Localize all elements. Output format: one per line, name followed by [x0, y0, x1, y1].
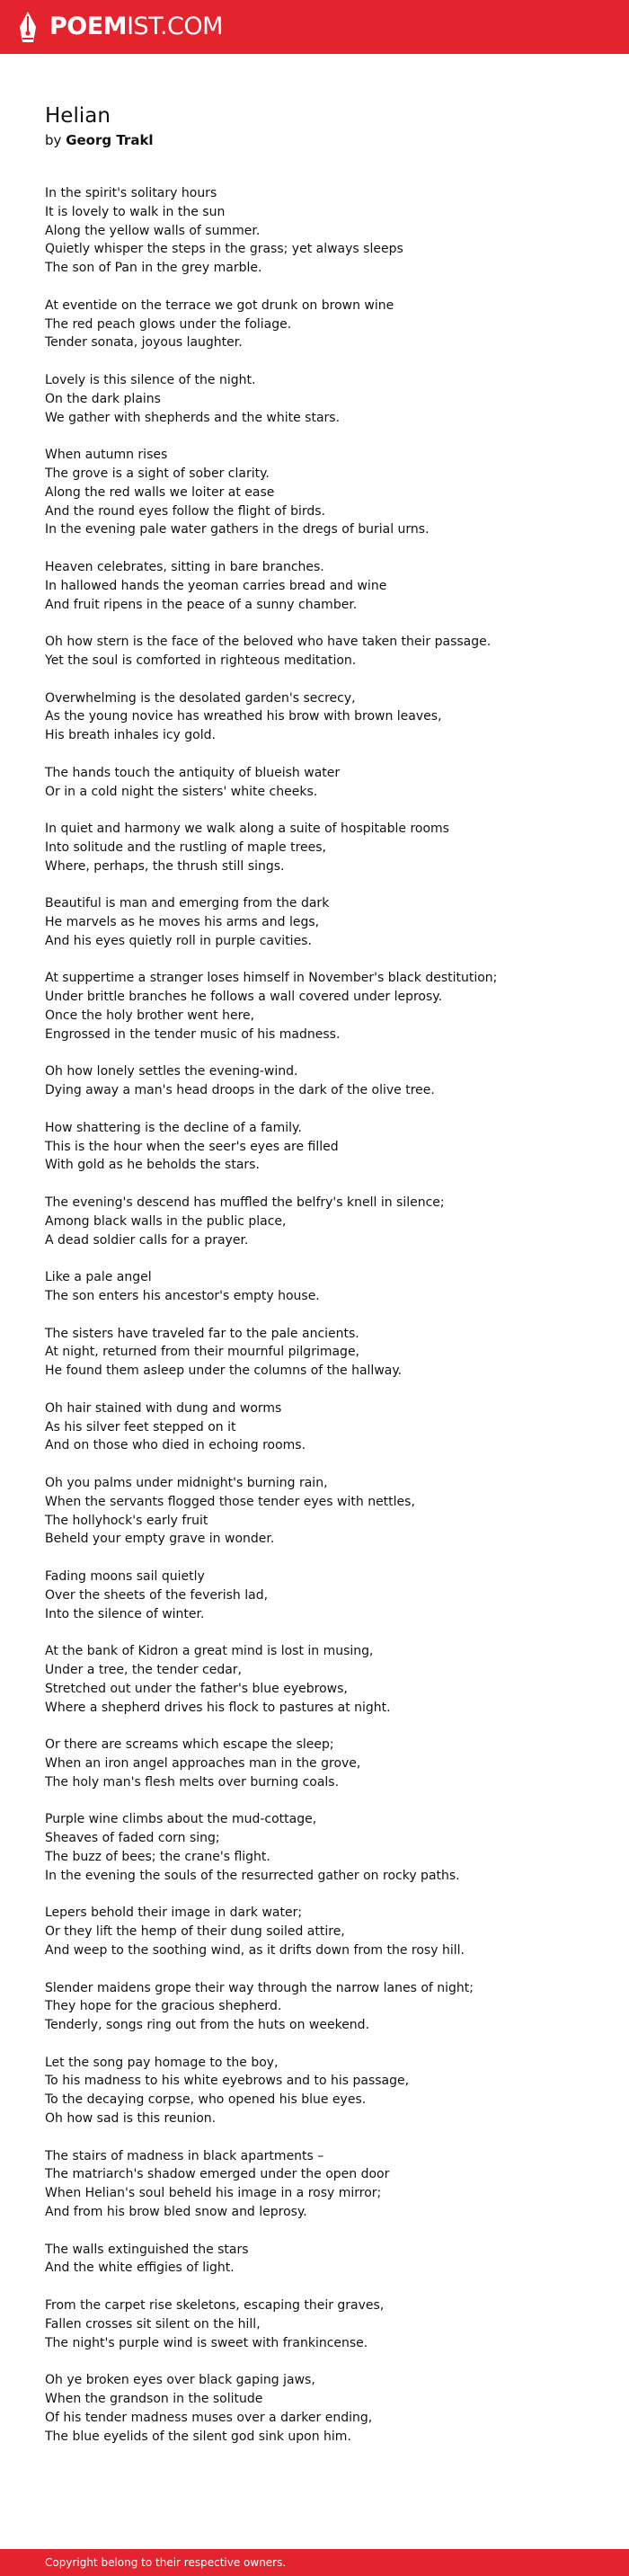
poem-line: On the dark plains [45, 391, 161, 406]
poem-line: Stretched out under the father's blue eyebrows, [45, 1681, 348, 1696]
poem-line: The buzz of bees; the crane's flight. [45, 1849, 270, 1864]
poem-stanza [45, 2241, 602, 2278]
poem-line: Along the red walls we loiter at ease [45, 484, 275, 500]
poem-line: When an iron angel approaches man in the grove, [45, 1755, 361, 1771]
poem-line: Let the song pay homage to the boy, [45, 2055, 279, 2070]
site-name [49, 11, 223, 43]
poem-line: Over the sheets of the feverish lad, [45, 1587, 269, 1603]
poem-line: Or there are screams which escape the sleep; [45, 1737, 334, 1753]
poem-stanza [45, 2296, 602, 2352]
poem-line: Oh how lonely settles the evening-wind. [45, 1064, 298, 1079]
poem-line: The stairs of madness in black apartments – [45, 2148, 324, 2163]
poem-line: In quiet and harmony we walk along a suite of hospitable rooms [45, 822, 449, 837]
poem-line: The blue eyelids of the silent god sink upon him. [45, 2429, 351, 2444]
poem-line: This is the hour when the seer's eyes are filled [45, 1139, 339, 1154]
poem-stanza [45, 2371, 602, 2446]
poem-stanza [45, 1325, 602, 1381]
poem-line: Under brittle branches he follows a wall covered under leprosy. [45, 990, 443, 1005]
poem-content [45, 102, 602, 2465]
poem-line: And the round eyes follow the flight of birds. [45, 503, 325, 519]
poem-line: Among black walls in the public place, [45, 1213, 287, 1229]
poem-stanza [45, 1736, 602, 1791]
footer-bar [0, 2549, 629, 2576]
pen-nib-icon [18, 11, 38, 43]
poem-line: Or in a cold night the sisters' white cheeks. [45, 784, 318, 799]
poem-stanza [45, 1904, 602, 1959]
poem-stanza [45, 558, 602, 614]
poem-line: It is lovely to walk in the sun [45, 204, 226, 219]
poem-line: Under a tree, the tender cedar, [45, 1662, 243, 1677]
poem-line: Of his tender madness muses over a darker ending, [45, 2410, 373, 2425]
poem-line: Along the yellow walls of summer. [45, 223, 261, 238]
poem-line: They hope for the gracious shepherd. [45, 1999, 282, 2014]
poem-line: At suppertime a stranger loses himself in November's black destitution; [45, 971, 498, 986]
poem-stanza [45, 446, 602, 539]
poem-line: And fruit ripens in the peace of a sunny chamber. [45, 597, 358, 612]
poem-line: Sheaves of faded corn sing; [45, 1831, 220, 1846]
poem-line: Into the silence of winter. [45, 1606, 205, 1621]
site-logo[interactable] [18, 11, 223, 43]
poem-line: Yet the soul is comforted in righteous meditation. [45, 653, 357, 668]
poem-line: To the decaying corpse, who opened his blue eyes. [45, 2092, 367, 2108]
poem-line: When Helian's soul beheld his image in a rosy mirror; [45, 2186, 382, 2201]
poem-line: At eventide on the terrace we got drunk on brown wine [45, 298, 394, 313]
poem-stanza [45, 1119, 602, 1175]
poem-stanza [45, 764, 602, 802]
poem-line: At the bank of Kidron a great mind is lost in musing, [45, 1644, 374, 1659]
poem-stanza [45, 1268, 602, 1306]
poem-line: The walls extinguished the stars [45, 2242, 249, 2257]
poem-stanza [45, 1810, 602, 1885]
poem-line: When autumn rises [45, 448, 168, 463]
poem-line: When the grandson in the solitude [45, 2392, 263, 2407]
poem-stanza [45, 1568, 602, 1623]
poem-line: To his madness to his white eyebrows and to his passage, [45, 2074, 410, 2089]
by-label: by [45, 132, 62, 148]
poem-stanza [45, 1474, 602, 1549]
poem-stanza [45, 689, 602, 745]
poem-line: The sisters have traveled far to the pale ancients. [45, 1326, 359, 1341]
poem-line: Engrossed in the tender music of his madness. [45, 1026, 341, 1042]
poem-line: As the young novice has wreathed his brow with brown leaves, [45, 709, 442, 724]
poem-line: Slender maidens grope their way through the narrow lanes of night; [45, 1980, 474, 1995]
poem-line: The grove is a sight of sober clarity. [45, 466, 270, 481]
poem-line: How shattering is the decline of a family. [45, 1120, 302, 1135]
poem-stanza [45, 184, 602, 278]
poem-stanza [45, 297, 602, 352]
poem-line: The hollyhock's early fruit [45, 1513, 208, 1528]
poem-line: And weep to the soothing wind, as it drifts down from the rosy hill. [45, 1942, 465, 1958]
poem-line: And his eyes quietly roll in purple cavities. [45, 933, 312, 948]
poem-stanza [45, 371, 602, 427]
poem-line: Oh ye broken eyes over black gaping jaws, [45, 2373, 315, 2388]
poem-stanza [45, 1194, 602, 1249]
poem-line: Where, perhaps, the thrush still sings. [45, 858, 285, 874]
poem-line: In hallowed hands the yeoman carries bread and wine [45, 578, 387, 593]
poem-line: Fallen crosses sit silent on the hill, [45, 2316, 261, 2332]
poem-line: Quietly whisper the steps in the grass; yet always sleeps [45, 242, 403, 257]
header-bar [0, 0, 629, 54]
poem-line: The son enters his ancestor's empty house. [45, 1289, 320, 1304]
poem-line: The holy man's flesh melts over burning coals. [45, 1774, 340, 1790]
poem-line: Overwhelming is the desolated garden's secrecy, [45, 690, 356, 706]
poem-line: Beautiful is man and emerging from the dark [45, 896, 330, 911]
poem-stanza [45, 2054, 602, 2128]
poem-line: Lepers behold their image in dark water; [45, 1905, 303, 1921]
poem-stanza [45, 633, 602, 671]
poem-stanza [45, 1642, 602, 1717]
poem-line: Oh you palms under midnight's burning rain, [45, 1475, 328, 1490]
poem-line: Beheld your empty grave in wonder. [45, 1532, 275, 1547]
poem-line: Where a shepherd drives his flock to pastures at night. [45, 1700, 391, 1715]
poem-line: Lovely is this silence of the night. [45, 372, 256, 387]
poem-line: Oh hair stained with dung and worms [45, 1400, 282, 1416]
poem-line: The son of Pan in the grey marble. [45, 261, 262, 276]
poem-line: The evening's descend has muffled the belfry's knell in silence; [45, 1195, 445, 1211]
poem-line: His breath inhales icy gold. [45, 728, 216, 743]
poem-byline [45, 130, 602, 150]
poem-line: Heaven celebrates, sitting in bare branches. [45, 559, 324, 574]
poem-line: Into solitude and the rustling of maple trees, [45, 839, 326, 855]
poem-line: Fading moons sail quietly [45, 1568, 205, 1584]
poem-line: With gold as he beholds the stars. [45, 1158, 260, 1173]
poem-line: Tenderly, songs ring out from the huts on weekend. [45, 2018, 370, 2033]
copyright-notice: Copyright belong to their respective owners. [45, 2556, 287, 2569]
poem-stanza [45, 969, 602, 1044]
poem-line: And from his brow bled snow and leprosy. [45, 2205, 307, 2220]
poem-line: Oh how stern is the face of the beloved who have taken their passage. [45, 635, 492, 650]
poem-stanza [45, 1979, 602, 2035]
poem-line: Oh how sad is this reunion. [45, 2111, 217, 2127]
poem-line: Or they lift the hemp of their dung soiled attire, [45, 1924, 345, 1940]
poem-line: And the white effigies of light. [45, 2261, 235, 2276]
poem-line: A dead soldier calls for a prayer. [45, 1232, 249, 1248]
poem-body [45, 184, 602, 2446]
poem-title: Helian [45, 104, 111, 128]
poem-line: The matriarch's shadow emerged under the open door [45, 2167, 390, 2182]
poem-line: He marvels as he moves his arms and legs, [45, 915, 320, 930]
poem-stanza [45, 894, 602, 950]
poem-line: The night's purple wind is sweet with frankincense. [45, 2335, 368, 2350]
poem-line: Like a pale angel [45, 1270, 152, 1285]
poem-line: Purple wine climbs about the mud-cottage, [45, 1812, 317, 1827]
poem-line: The hands touch the antiquity of blueish water [45, 765, 341, 780]
poem-line: The red peach glows under the foliage. [45, 316, 292, 332]
poem-stanza [45, 2147, 602, 2222]
brand-rest: IST.COM [127, 13, 223, 40]
poem-stanza [45, 1062, 602, 1100]
brand-bold: POEM [49, 13, 128, 40]
author-name[interactable]: Georg Trakl [66, 132, 154, 148]
poem-line: At night, returned from their mournful pilgrimage, [45, 1345, 360, 1360]
poem-stanza [45, 1399, 602, 1455]
poem-stanza [45, 820, 602, 875]
poem-line: And on those who died in echoing rooms. [45, 1438, 306, 1453]
poem-line: As his silver feet stepped on it [45, 1419, 236, 1435]
poem-line: In the evening the souls of the resurrected gather on rocky paths. [45, 1868, 460, 1883]
poem-line: In the evening pale water gathers in the dregs of burial urns. [45, 522, 430, 537]
poem-line: From the carpet rise skeletons, escaping their graves, [45, 2298, 385, 2314]
poem-line: When the servants flogged those tender eyes with nettles, [45, 1494, 415, 1509]
poem-line: Once the holy brother went here, [45, 1008, 255, 1024]
poem-line: He found them asleep under the columns of the hallway. [45, 1364, 403, 1379]
poem-line: In the spirit's solitary hours [45, 186, 217, 200]
poem-line: We gather with shepherds and the white stars. [45, 410, 341, 425]
poem-line: Dying away a man's head droops in the dark of the olive tree. [45, 1083, 435, 1098]
poem-line: Tender sonata, joyous laughter. [45, 335, 243, 351]
